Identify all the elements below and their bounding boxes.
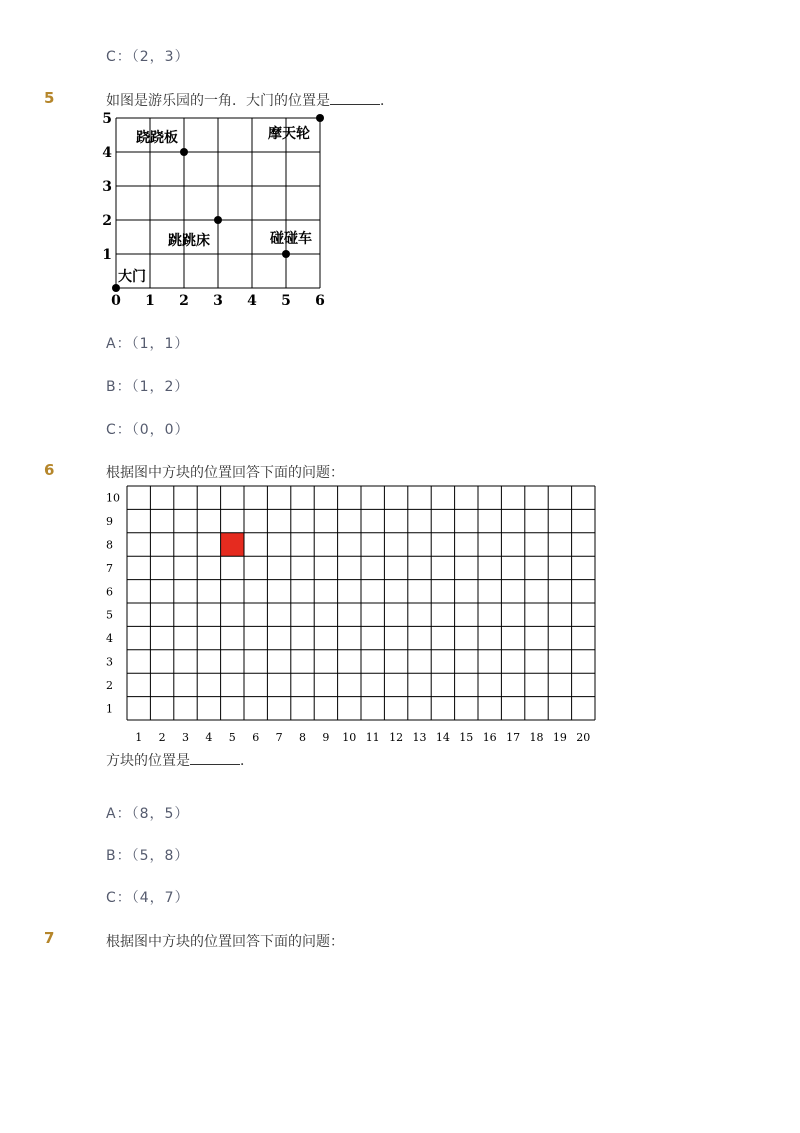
question-text-end: ． [380,93,394,109]
location-label: 跷跷板 [136,130,178,146]
x-tick-label: 2 [179,293,189,309]
y-tick-label: 7 [106,561,113,575]
y-tick-label: 3 [102,179,112,195]
x-tick-label: 5 [281,293,291,309]
x-tick-label: 4 [247,293,257,309]
x-tick-label: 3 [213,293,223,309]
x-tick-label: 12 [389,731,404,744]
x-tick-label: 20 [576,731,591,744]
question-subtext-end: ． [240,753,254,769]
x-tick-label: 4 [205,731,213,744]
x-tick-label: 19 [552,731,567,744]
x-tick-label: 10 [342,731,357,744]
x-tick-label: 1 [135,731,143,744]
question-subtext-main: 方块的位置是 [106,753,190,769]
option-a[interactable]: A：（8，5） [106,806,190,822]
x-tick-label: 14 [435,731,450,744]
y-tick-label: 5 [102,111,112,127]
y-tick-label: 10 [106,491,120,505]
x-tick-label: 7 [275,731,283,744]
y-tick-label: 1 [106,702,113,716]
option-c[interactable]: C：（0，0） [106,422,190,438]
y-tick-label: 9 [106,515,113,529]
x-tick-label: 9 [322,731,330,744]
question-number: 6 [44,461,55,479]
x-tick-label: 0 [111,293,121,309]
x-tick-label: 2 [158,731,166,744]
y-tick-label: 8 [106,538,113,552]
location-point [316,114,324,122]
y-tick-label: 2 [102,213,112,229]
location-label: 摩天轮 [268,126,310,142]
square-position-grid [100,485,610,750]
question-text: 根据图中方块的位置回答下面的问题： [106,465,344,481]
x-tick-label: 8 [299,731,306,744]
question-text [106,90,394,110]
option-b[interactable]: B：（5，8） [106,848,190,864]
y-tick-label: 3 [106,655,113,669]
location-label: 大门 [118,269,146,285]
location-point [282,250,290,258]
x-tick-label: 6 [252,731,260,744]
red-square [221,533,244,556]
question-subtext [106,750,254,770]
location-point [214,216,222,224]
option-b[interactable]: B：（1，2） [106,379,190,395]
x-tick-label: 18 [529,731,544,744]
x-tick-label: 11 [365,731,380,744]
option-c[interactable]: C：（4，7） [106,890,190,906]
location-label: 碰碰车 [270,231,312,247]
location-label: 跳跳床 [168,233,210,249]
y-tick-label: 4 [102,145,112,161]
answer-blank [330,92,380,105]
x-tick-label: 17 [506,731,521,744]
x-tick-label: 3 [182,731,189,744]
question-number: 5 [44,89,55,107]
question-text-main: 如图是游乐园的一角．大门的位置是 [106,93,330,109]
x-tick-label: 5 [228,731,236,744]
y-tick-label: 4 [106,632,113,646]
x-tick-label: 1 [145,293,155,309]
x-tick-label: 15 [459,731,474,744]
option-c[interactable]: C：（2，3） [106,49,190,65]
y-tick-label: 2 [106,678,113,692]
amusement-park-grid [100,108,340,313]
location-point [112,284,120,292]
x-tick-label: 16 [482,731,497,744]
y-tick-label: 1 [102,247,112,263]
question-text: 根据图中方块的位置回答下面的问题： [106,934,344,950]
x-tick-label: 13 [412,731,427,744]
y-tick-label: 6 [106,585,113,599]
x-tick-label: 6 [315,293,325,309]
y-tick-label: 5 [106,608,113,622]
answer-blank [190,752,240,765]
location-point [180,148,188,156]
option-a[interactable]: A：（1，1） [106,336,190,352]
question-number: 7 [44,929,55,947]
